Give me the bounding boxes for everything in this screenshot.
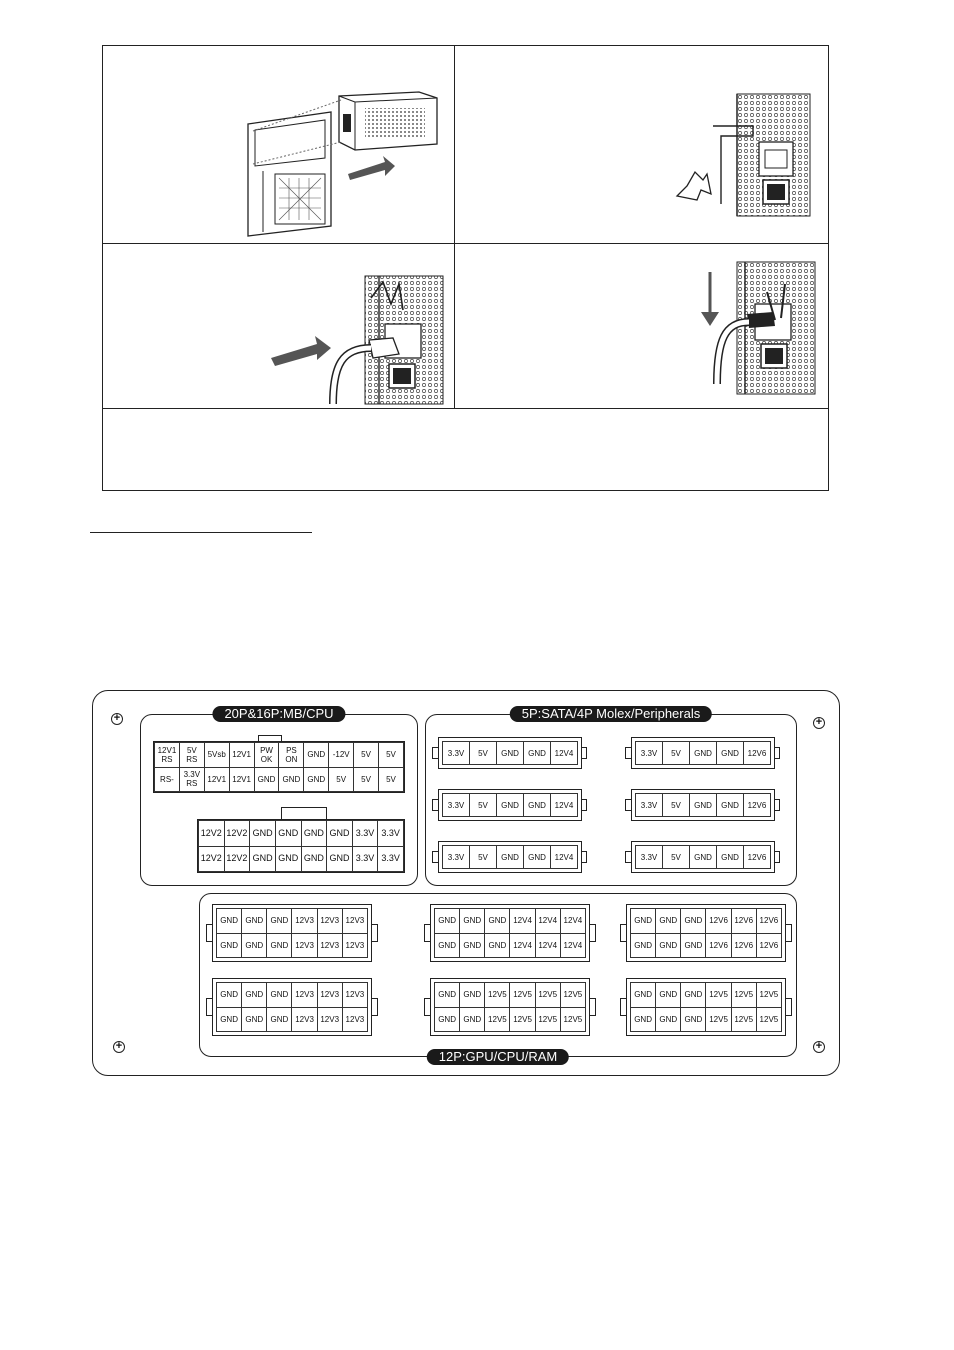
- clip-fitting-illustration: [455, 46, 828, 244]
- pcie-12pin-connector[interactable]: [626, 904, 786, 962]
- pin-label: 12V5: [731, 1007, 756, 1032]
- pin-label: GND: [524, 846, 551, 869]
- pin-label: GND: [304, 743, 329, 768]
- pin-label: 12V5: [706, 983, 731, 1008]
- pin-label: 12V5: [756, 983, 781, 1008]
- pin-label: GND: [460, 933, 485, 958]
- pin-label: 12V3: [317, 933, 342, 958]
- power-cable-plug-illustration: [103, 244, 455, 409]
- pin-label: 12V3: [317, 1007, 342, 1032]
- mb-cpu-group-title: 20P&16P:MB/CPU: [212, 706, 345, 722]
- pin-label: 12V6: [744, 846, 771, 869]
- pin-label: 3.3V: [378, 846, 404, 872]
- pin-label: GND: [656, 1007, 681, 1032]
- pin-label: GND: [690, 742, 717, 765]
- pin-label: 12V4: [535, 933, 560, 958]
- pin-label: 3.3V: [636, 794, 663, 817]
- pin-label: GND: [631, 983, 656, 1008]
- pin-label: 12V5: [560, 983, 585, 1008]
- pin-label: 12V3: [292, 1007, 317, 1032]
- pin-label: 12V5: [535, 983, 560, 1008]
- pin-label: GND: [485, 933, 510, 958]
- pin-label: GND: [717, 794, 744, 817]
- pin-label: GND: [254, 767, 279, 792]
- sata-connector[interactable]: [631, 789, 775, 821]
- sata-connector[interactable]: [438, 841, 582, 873]
- pin-label: GND: [217, 909, 242, 934]
- pin-label: 12V3: [342, 909, 367, 934]
- pin-label: 12V1: [229, 743, 254, 768]
- pin-label: GND: [267, 983, 292, 1008]
- pin-label: 3.3V: [352, 846, 378, 872]
- pin-label: 12V3: [317, 909, 342, 934]
- pin-label: GND: [242, 983, 267, 1008]
- pin-label: GND: [327, 821, 353, 847]
- pin-label: GND: [497, 794, 524, 817]
- step-notes-blank: [103, 409, 828, 490]
- pcie-12pin-connector[interactable]: [212, 978, 372, 1036]
- pin-label: 12V5: [510, 983, 535, 1008]
- pin-label: PW OK: [254, 743, 279, 768]
- pin-label: 12V5: [731, 983, 756, 1008]
- pin-label: 12V2: [199, 846, 225, 872]
- pin-label: 12V3: [342, 933, 367, 958]
- pin-label: 12V5: [510, 1007, 535, 1032]
- pin-label: 12V1: [229, 767, 254, 792]
- pin-label: GND: [631, 933, 656, 958]
- cpu-16pin-connector[interactable]: [197, 819, 405, 873]
- pin-label: 5V: [354, 767, 379, 792]
- pin-label: 12V6: [731, 909, 756, 934]
- pin-label: GND: [327, 846, 353, 872]
- pin-label: GND: [690, 846, 717, 869]
- pin-label: 5V: [470, 794, 497, 817]
- pin-label: GND: [217, 1007, 242, 1032]
- step-plug-cable: [103, 244, 455, 409]
- pin-label: GND: [301, 846, 327, 872]
- pin-label: RS-: [155, 767, 180, 792]
- pin-label: 3.3V: [443, 742, 470, 765]
- pin-label: 5Vsb: [204, 743, 229, 768]
- pin-label: 12V5: [485, 983, 510, 1008]
- pin-label: GND: [656, 983, 681, 1008]
- pcie-12pin-connector[interactable]: [212, 904, 372, 962]
- screw-icon: +: [111, 713, 123, 725]
- pin-label: 5V: [470, 846, 497, 869]
- pin-label: 12V6: [756, 909, 781, 934]
- pin-label: 5V: [663, 846, 690, 869]
- pin-label: 12V4: [551, 846, 578, 869]
- clip-lock-illustration: [455, 244, 828, 409]
- pin-label: 12V2: [224, 846, 250, 872]
- pin-label: 12V3: [342, 983, 367, 1008]
- pin-label: 12V1: [204, 767, 229, 792]
- pcie-12pin-connector[interactable]: [430, 978, 590, 1036]
- pin-label: 12V6: [731, 933, 756, 958]
- pin-label: 3.3V RS: [179, 767, 204, 792]
- pin-label: 12V3: [317, 983, 342, 1008]
- pin-label: GND: [485, 909, 510, 934]
- pin-label: 12V5: [560, 1007, 585, 1032]
- sata-connector[interactable]: [438, 737, 582, 769]
- pin-label: 12V4: [560, 909, 585, 934]
- pin-label: 3.3V: [636, 742, 663, 765]
- pin-label: 12V5: [485, 1007, 510, 1032]
- sata-group-title: 5P:SATA/4P Molex/Peripherals: [510, 706, 712, 722]
- pin-label: 12V4: [510, 933, 535, 958]
- pin-label: GND: [435, 1007, 460, 1032]
- pin-label: 12V6: [706, 909, 731, 934]
- pin-label: 5V: [379, 743, 404, 768]
- pin-label: 12V5: [756, 1007, 781, 1032]
- sata-connector[interactable]: [631, 841, 775, 873]
- atx-20pin-connector[interactable]: [153, 741, 405, 793]
- pin-label: GND: [304, 767, 329, 792]
- pin-label: 5V: [329, 767, 354, 792]
- pin-label: GND: [435, 933, 460, 958]
- pin-label: 12V4: [551, 794, 578, 817]
- pin-label: -12V: [329, 743, 354, 768]
- pin-label: GND: [460, 983, 485, 1008]
- pin-label: 5V: [379, 767, 404, 792]
- sata-molex-connector-group: [425, 706, 797, 886]
- modular-connector-panel: [92, 690, 840, 1076]
- pin-label: 12V4: [535, 909, 560, 934]
- pin-label: GND: [460, 1007, 485, 1032]
- pin-label: GND: [267, 1007, 292, 1032]
- pin-label: 5V RS: [179, 743, 204, 768]
- step-fit-clip: [455, 46, 828, 244]
- installation-steps-grid: [102, 45, 829, 491]
- pin-label: GND: [681, 983, 706, 1008]
- pin-label: GND: [275, 821, 301, 847]
- pin-label: GND: [279, 767, 304, 792]
- pin-label: 12V2: [224, 821, 250, 847]
- pin-label: 3.3V: [352, 821, 378, 847]
- sata-connector[interactable]: [631, 737, 775, 769]
- pin-label: GND: [524, 794, 551, 817]
- pin-label: GND: [497, 742, 524, 765]
- mb-cpu-connector-group: [140, 706, 418, 886]
- pin-label: 12V3: [292, 909, 317, 934]
- pin-label: 12V1 RS: [155, 743, 180, 768]
- pin-label: 12V5: [535, 1007, 560, 1032]
- pcie-12pin-connector[interactable]: [430, 904, 590, 962]
- pin-label: GND: [250, 821, 276, 847]
- pin-label: 12V6: [756, 933, 781, 958]
- pin-label: GND: [497, 846, 524, 869]
- screw-icon: +: [113, 1041, 125, 1053]
- pin-label: 12V6: [744, 742, 771, 765]
- step-lock-clip: [455, 244, 828, 409]
- pin-label: PS ON: [279, 743, 304, 768]
- pin-label: GND: [656, 909, 681, 934]
- pin-label: GND: [250, 846, 276, 872]
- gpu-group-title: 12P:GPU/CPU/RAM: [427, 1049, 569, 1065]
- pcie-12pin-connector[interactable]: [626, 978, 786, 1036]
- pin-label: GND: [681, 933, 706, 958]
- pin-label: GND: [631, 1007, 656, 1032]
- pin-label: 12V2: [199, 821, 225, 847]
- step-insert-psu: [103, 46, 455, 244]
- pin-label: 12V3: [292, 933, 317, 958]
- pin-label: GND: [717, 742, 744, 765]
- screw-icon: +: [813, 717, 825, 729]
- pin-label: 12V5: [706, 1007, 731, 1032]
- pin-label: GND: [217, 933, 242, 958]
- pin-label: GND: [267, 909, 292, 934]
- pin-label: 5V: [470, 742, 497, 765]
- pin-label: GND: [717, 846, 744, 869]
- pin-label: 5V: [354, 743, 379, 768]
- pin-label: 3.3V: [443, 846, 470, 869]
- pin-label: 12V6: [744, 794, 771, 817]
- pin-label: 5V: [663, 794, 690, 817]
- section-heading-underline: [90, 532, 312, 533]
- pin-label: GND: [681, 909, 706, 934]
- pin-label: 12V4: [551, 742, 578, 765]
- pin-label: GND: [435, 983, 460, 1008]
- pin-label: GND: [242, 933, 267, 958]
- pin-label: GND: [690, 794, 717, 817]
- pin-label: 3.3V: [378, 821, 404, 847]
- pin-label: GND: [460, 909, 485, 934]
- pin-label: 12V4: [510, 909, 535, 934]
- psu-into-case-illustration: [103, 46, 455, 244]
- pin-label: GND: [524, 742, 551, 765]
- pin-label: GND: [301, 821, 327, 847]
- gpu-cpu-ram-connector-group: [199, 893, 797, 1064]
- screw-icon: +: [813, 1041, 825, 1053]
- pin-label: GND: [656, 933, 681, 958]
- pin-label: GND: [242, 1007, 267, 1032]
- sata-connector[interactable]: [438, 789, 582, 821]
- pin-label: 12V3: [292, 983, 317, 1008]
- pin-label: 3.3V: [443, 794, 470, 817]
- pin-label: GND: [435, 909, 460, 934]
- pin-label: 3.3V: [636, 846, 663, 869]
- pin-label: GND: [242, 909, 267, 934]
- pin-label: GND: [267, 933, 292, 958]
- pin-label: GND: [681, 1007, 706, 1032]
- pin-label: GND: [275, 846, 301, 872]
- pin-label: 12V4: [560, 933, 585, 958]
- pin-label: 5V: [663, 742, 690, 765]
- pin-label: GND: [217, 983, 242, 1008]
- pin-label: 12V3: [342, 1007, 367, 1032]
- pin-label: 12V6: [706, 933, 731, 958]
- pin-label: GND: [631, 909, 656, 934]
